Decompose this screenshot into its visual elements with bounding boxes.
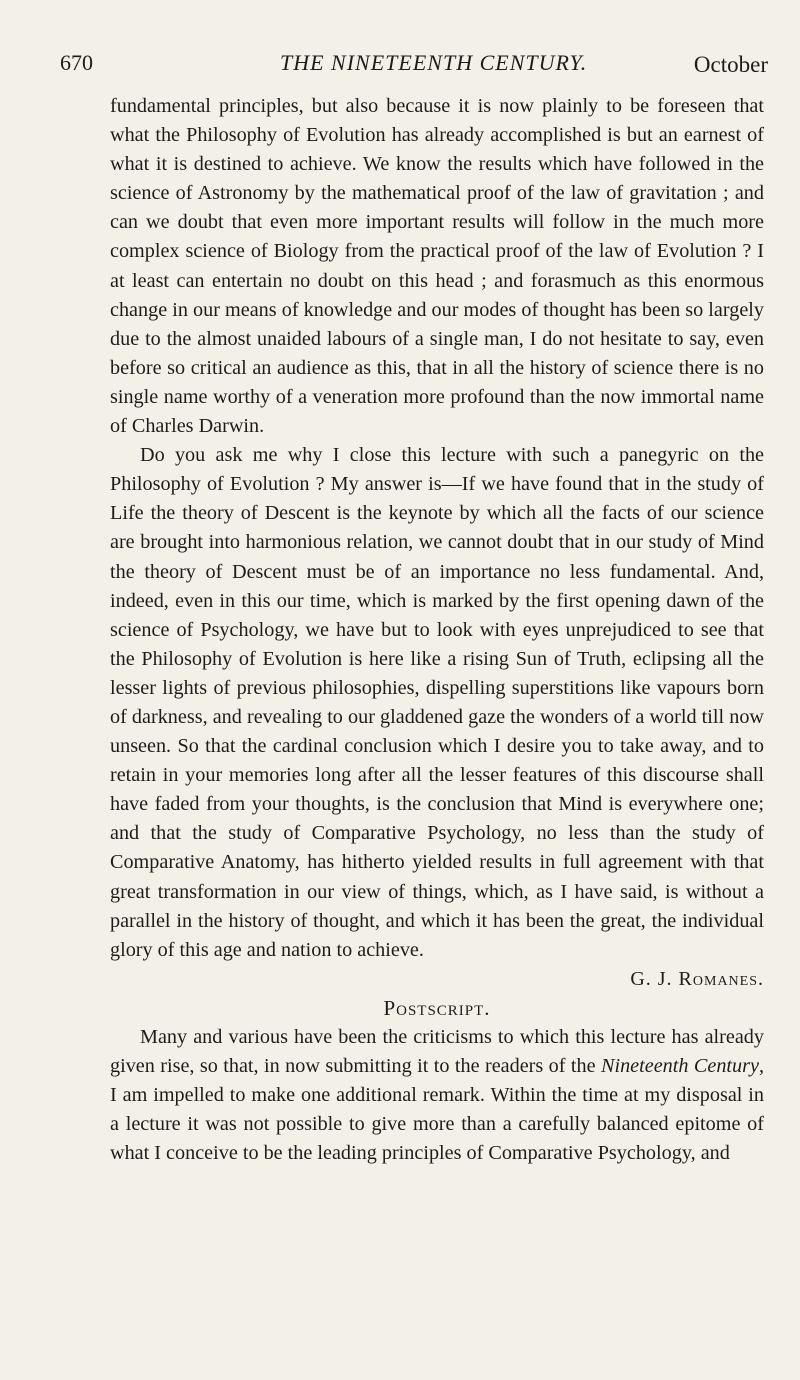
author-signature: G. J. Romanes. <box>630 967 764 990</box>
article-body <box>110 92 764 1168</box>
postscript-text-end: , I am impelled to make one additional remark. Within the time at my disposal in a lecture it was not possible to give more than a carefully balanced epitome of what I conceive to be the leading principles of Comparative Psychology, and <box>110 1055 764 1165</box>
postscript-paragraph <box>110 1023 764 1168</box>
running-header <box>60 50 768 84</box>
issue-month: October <box>693 52 768 77</box>
paragraph-continued: fundamental principles, but also because it is now plainly to be foreseen that what the Philosophy of Evolution has already accomplished is but an earnest of what it is destined to achieve. We know the results which have followed in the science of Astronomy by the mathematical proof of the law of gravitation ; and can we doubt that even more important results will follow in the much more complex science of Biology from the practical proof of the law of Evolution ? I at least can entertain no doubt on this head ; and forasmuch as this enormous change in our means of knowledge and our modes of thought has been so largely due to the almost unaided labours of a single man, I do not hesitate to say, even before so critical an audience as this, that in all the history of science there is no single name worthy of a veneration more profound than the now immortal name of Charles Darwin. <box>110 95 764 438</box>
postscript-heading: Postscript. <box>383 995 491 1020</box>
postscript-text-start: Many and various have been the criticisms to which this lecture has already given rise, so that, in now submitting it to the readers of the <box>110 1026 764 1078</box>
running-title: THE NINETEENTH CENTURY. <box>280 50 588 75</box>
page-number: 670 <box>60 50 93 75</box>
journal-title: Nineteenth Century <box>601 1055 759 1078</box>
paragraph: Do you ask me why I close this lecture with such a panegyric on the Philosophy of Evolution ? My answer is—If we have found that in the study of Life the theory of Descent is the keynote by which all the facts of our science are brought into harmonious relation, we cannot doubt that in our study of Mind the theory of Descent must be of an importance no less fundamental. And, indeed, even in this our time, which is marked by the first opening dawn of the science of Psychology, we have but to look with eyes unprejudiced to see that the Philosophy of Evolution is here like a rising Sun of Truth, eclipsing all the lesser lights of previous philosophies, dispelling superstitions like vapours born of darkness, and revealing to our gladdened gaze the wonders of a world till now unseen. So that the cardinal conclusion which I desire you to take away, and to retain in your memories long after all the lesser features of this discourse shall have faded from your thoughts, is the conclusion that Mind is everywhere one; and that the study of Comparative Psychology, no less than the study of Comparative Anatomy, has hitherto yielded results in full agreement with that great transformation in our view of things, which, as I have said, is without a parallel in the history of thought, and which it has been the great, the individual glory of this age and nation to achieve. <box>110 444 764 961</box>
